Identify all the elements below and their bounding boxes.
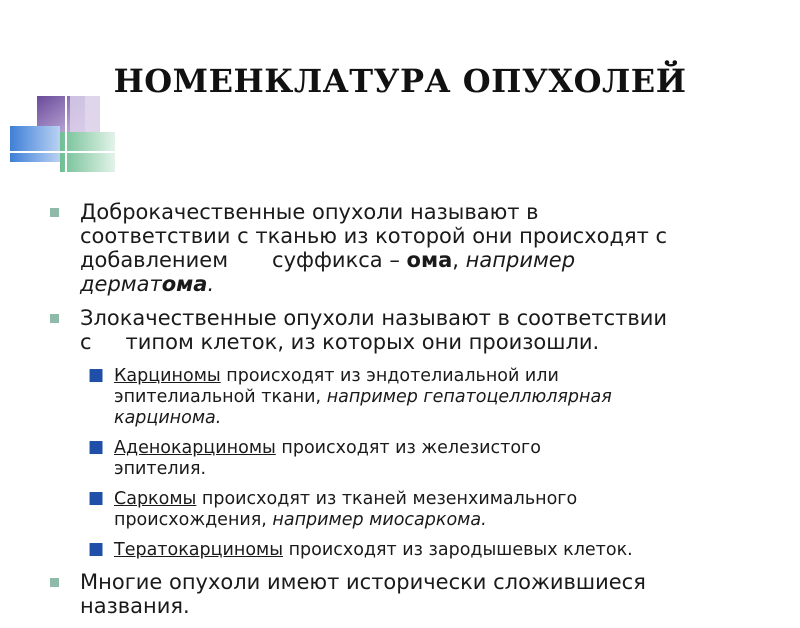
bullet-icon	[50, 314, 59, 323]
content-list	[46, 200, 776, 628]
page-title: НОМЕНКЛАТУРА ОПУХОЛЕЙ	[113, 62, 687, 100]
sublist-item-teratocarcinoma: ■ Тератокарциномы происходят из зародышевых клеток.	[88, 539, 633, 560]
list-item-benign: Доброкачественные опухоли называют в соответствии с тканью из которой они происходят с добавлением суффикса – ома, например дерматома.	[46, 200, 776, 296]
bullet-icon: ■	[88, 539, 105, 559]
bullet-icon: ■	[88, 365, 105, 385]
deco-blue-square	[10, 126, 60, 162]
bullet-icon: ■	[88, 437, 105, 457]
bullet-icon	[50, 578, 59, 587]
sublist-item-adenocarcinoma: ■ Аденокарциномы происходят из железистого эпителия.	[88, 437, 541, 479]
sublist-item-sarcoma: ■ Саркомы происходят из тканей мезенхимального происхождения, например миосаркома.	[88, 488, 578, 530]
bullet-icon: ■	[88, 488, 105, 508]
list-item-malignant: Злокачественные опухоли называют в соответствии с типом клеток, из которых они произошли.	[46, 306, 776, 354]
decorative-squares	[10, 96, 115, 178]
sublist-item-carcinoma: ■ Карциномы происходят из эндотелиальной или эпителиальной ткани, например гепатоцеллюлярная карцинома.	[88, 365, 612, 428]
deco-lavender-square	[70, 96, 100, 132]
list-item-historical-names: Многие опухоли имеют исторически сложившиеся названия.	[46, 570, 776, 618]
bullet-icon	[50, 208, 59, 217]
